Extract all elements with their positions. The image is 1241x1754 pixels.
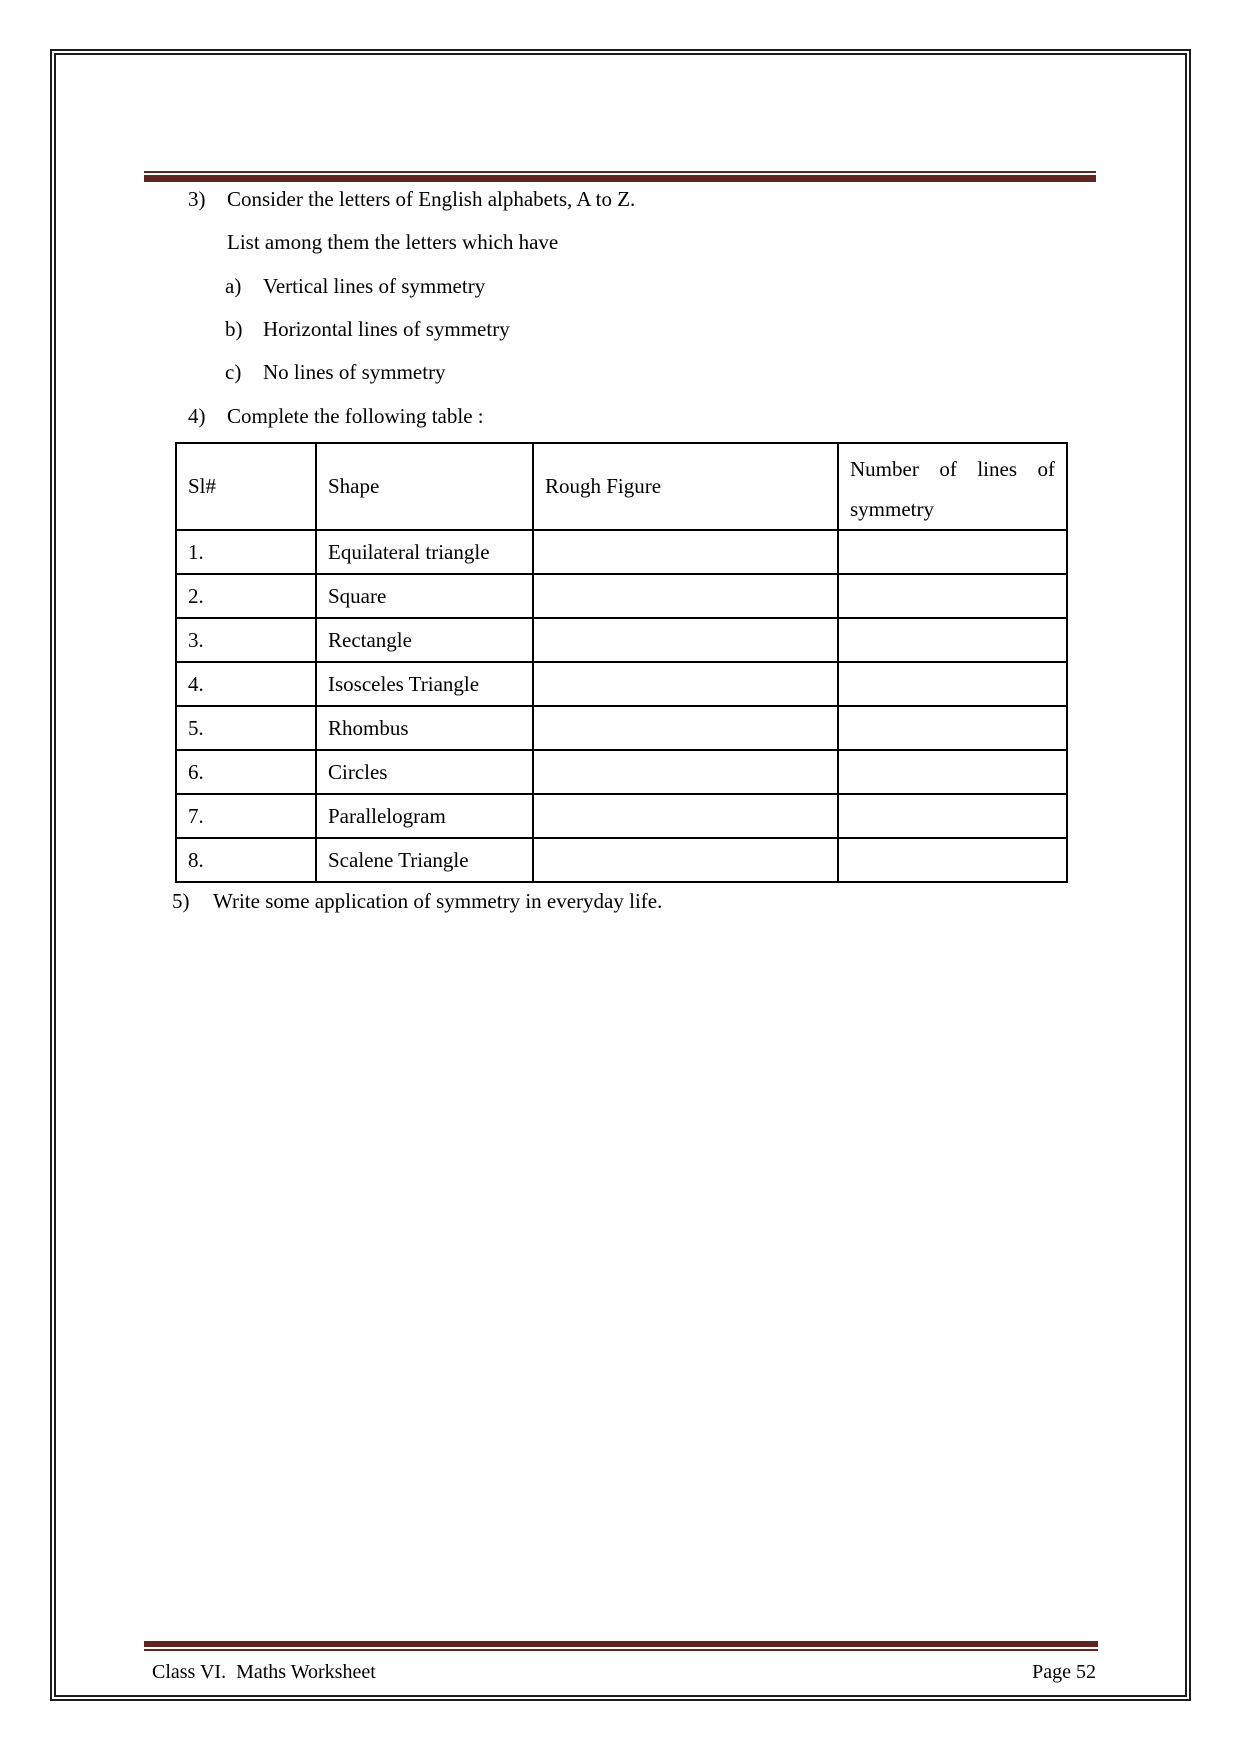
table-row bbox=[176, 530, 1067, 574]
page-footer bbox=[152, 1661, 1096, 1684]
question-3-item-a bbox=[225, 273, 485, 299]
item-b-text: Horizontal lines of symmetry bbox=[263, 317, 510, 341]
item-a-label: a) bbox=[225, 274, 242, 298]
table-row bbox=[176, 662, 1067, 706]
table-row bbox=[176, 618, 1067, 662]
lines-cell bbox=[838, 618, 1067, 662]
table-row bbox=[176, 706, 1067, 750]
footer-rule-thick bbox=[144, 1641, 1098, 1647]
figure-cell bbox=[533, 574, 838, 618]
figure-cell bbox=[533, 794, 838, 838]
sl-cell: 8. bbox=[176, 838, 316, 882]
question-3-text: Consider the letters of English alphabets, A to Z. bbox=[227, 187, 636, 211]
figure-cell bbox=[533, 618, 838, 662]
sl-cell: 6. bbox=[176, 750, 316, 794]
table-row bbox=[176, 794, 1067, 838]
shape-cell: Isosceles Triangle bbox=[316, 662, 533, 706]
shape-cell: Parallelogram bbox=[316, 794, 533, 838]
symmetry-table bbox=[175, 442, 1068, 883]
question-3-item-b bbox=[225, 316, 510, 342]
lines-cell bbox=[838, 574, 1067, 618]
item-c-label: c) bbox=[225, 360, 242, 384]
question-5-text: Write some application of symmetry in everyday life. bbox=[213, 889, 663, 913]
lines-cell bbox=[838, 706, 1067, 750]
shape-cell: Rectangle bbox=[316, 618, 533, 662]
table-row bbox=[176, 574, 1067, 618]
sl-cell: 7. bbox=[176, 794, 316, 838]
question-3-line2: List among them the letters which have bbox=[227, 230, 559, 254]
item-b-label: b) bbox=[225, 317, 243, 341]
table-row bbox=[176, 838, 1067, 882]
sl-cell: 3. bbox=[176, 618, 316, 662]
header-rule-thin bbox=[144, 171, 1096, 173]
header-sl: Sl# bbox=[176, 443, 316, 530]
header-shape: Shape bbox=[316, 443, 533, 530]
lines-cell bbox=[838, 530, 1067, 574]
header-figure: Rough Figure bbox=[533, 443, 838, 530]
sl-cell: 1. bbox=[176, 530, 316, 574]
question-4-line bbox=[188, 403, 484, 429]
shape-cell: Equilateral triangle bbox=[316, 530, 533, 574]
table-row bbox=[176, 750, 1067, 794]
sl-cell: 4. bbox=[176, 662, 316, 706]
shape-cell: Scalene Triangle bbox=[316, 838, 533, 882]
figure-cell bbox=[533, 706, 838, 750]
footer-left-text: Class VI. Maths Worksheet bbox=[152, 1661, 376, 1683]
lines-cell bbox=[838, 662, 1067, 706]
question-3-number: 3) bbox=[188, 187, 206, 211]
footer-rule-thin bbox=[144, 1649, 1098, 1651]
sl-cell: 5. bbox=[176, 706, 316, 750]
sl-cell: 2. bbox=[176, 574, 316, 618]
lines-cell bbox=[838, 794, 1067, 838]
question-3-line1 bbox=[188, 186, 635, 212]
figure-cell bbox=[533, 750, 838, 794]
question-4-text: Complete the following table : bbox=[227, 404, 484, 428]
lines-cell bbox=[838, 838, 1067, 882]
shape-cell: Square bbox=[316, 574, 533, 618]
header-rule-thick bbox=[144, 175, 1096, 182]
table-header-row bbox=[176, 443, 1067, 530]
figure-cell bbox=[533, 662, 838, 706]
question-5-line bbox=[172, 888, 662, 914]
figure-cell bbox=[533, 838, 838, 882]
shape-cell: Circles bbox=[316, 750, 533, 794]
item-c-text: No lines of symmetry bbox=[263, 360, 446, 384]
lines-cell bbox=[838, 750, 1067, 794]
item-a-text: Vertical lines of symmetry bbox=[263, 274, 486, 298]
shape-cell: Rhombus bbox=[316, 706, 533, 750]
question-5-number: 5) bbox=[172, 889, 190, 913]
header-lines: Number of lines of symmetry bbox=[838, 443, 1067, 530]
question-3-item-c bbox=[225, 359, 446, 385]
question-4-number: 4) bbox=[188, 404, 206, 428]
footer-page-number: Page 52 bbox=[1032, 1661, 1096, 1683]
figure-cell bbox=[533, 530, 838, 574]
